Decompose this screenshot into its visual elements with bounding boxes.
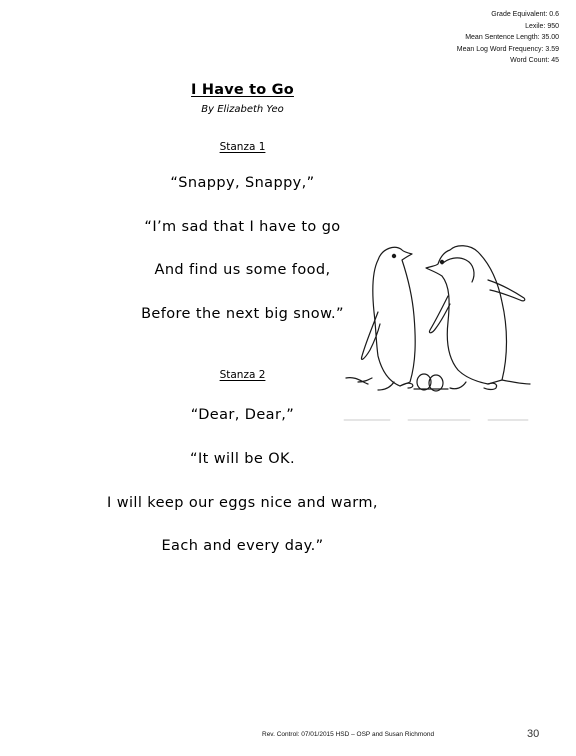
stanza-1-line-4: Before the next big snow.”: [141, 306, 344, 322]
stanza-1-line-3: And find us some food,: [154, 262, 331, 278]
right-penguin-icon: [426, 246, 530, 390]
stanza-1-line-2: “I’m sad that I have to go: [144, 219, 341, 235]
mean-sentence-length: Mean Sentence Length: 35.00: [465, 34, 559, 42]
mean-log-word-frequency: Mean Log Word Frequency: 3.59: [456, 45, 559, 53]
readability-stats: [457, 9, 559, 67]
lexile: Lexile: 950: [525, 22, 559, 30]
penguins-with-eggs-icon: [338, 232, 534, 424]
poem-author: By Elizabeth Yeo: [201, 104, 284, 115]
stanza-1-label: Stanza 1: [219, 141, 266, 153]
eggs-icon: [414, 374, 448, 391]
stanza-2-line-3: I will keep our eggs nice and warm,: [107, 495, 378, 511]
stanza-1-line-1: “Snappy, Snappy,”: [170, 175, 315, 191]
revision-footer: Rev. Control: 07/01/2015 HSD – OSP and Susan Richmond: [262, 731, 435, 738]
poem-title: I Have to Go: [191, 82, 294, 98]
left-penguin-icon: [346, 247, 415, 390]
page-number: 30: [527, 728, 540, 740]
stanza-2-line-1: “Dear, Dear,”: [190, 407, 295, 423]
stanza-2-line-2: “It will be OK.: [190, 451, 295, 467]
word-count: Word Count: 45: [510, 57, 559, 65]
stanza-2-line-4: Each and every day.”: [161, 538, 324, 554]
stanza-2-label: Stanza 2: [219, 369, 266, 381]
grade-equivalent: Grade Equivalent: 0.6: [491, 11, 559, 18]
